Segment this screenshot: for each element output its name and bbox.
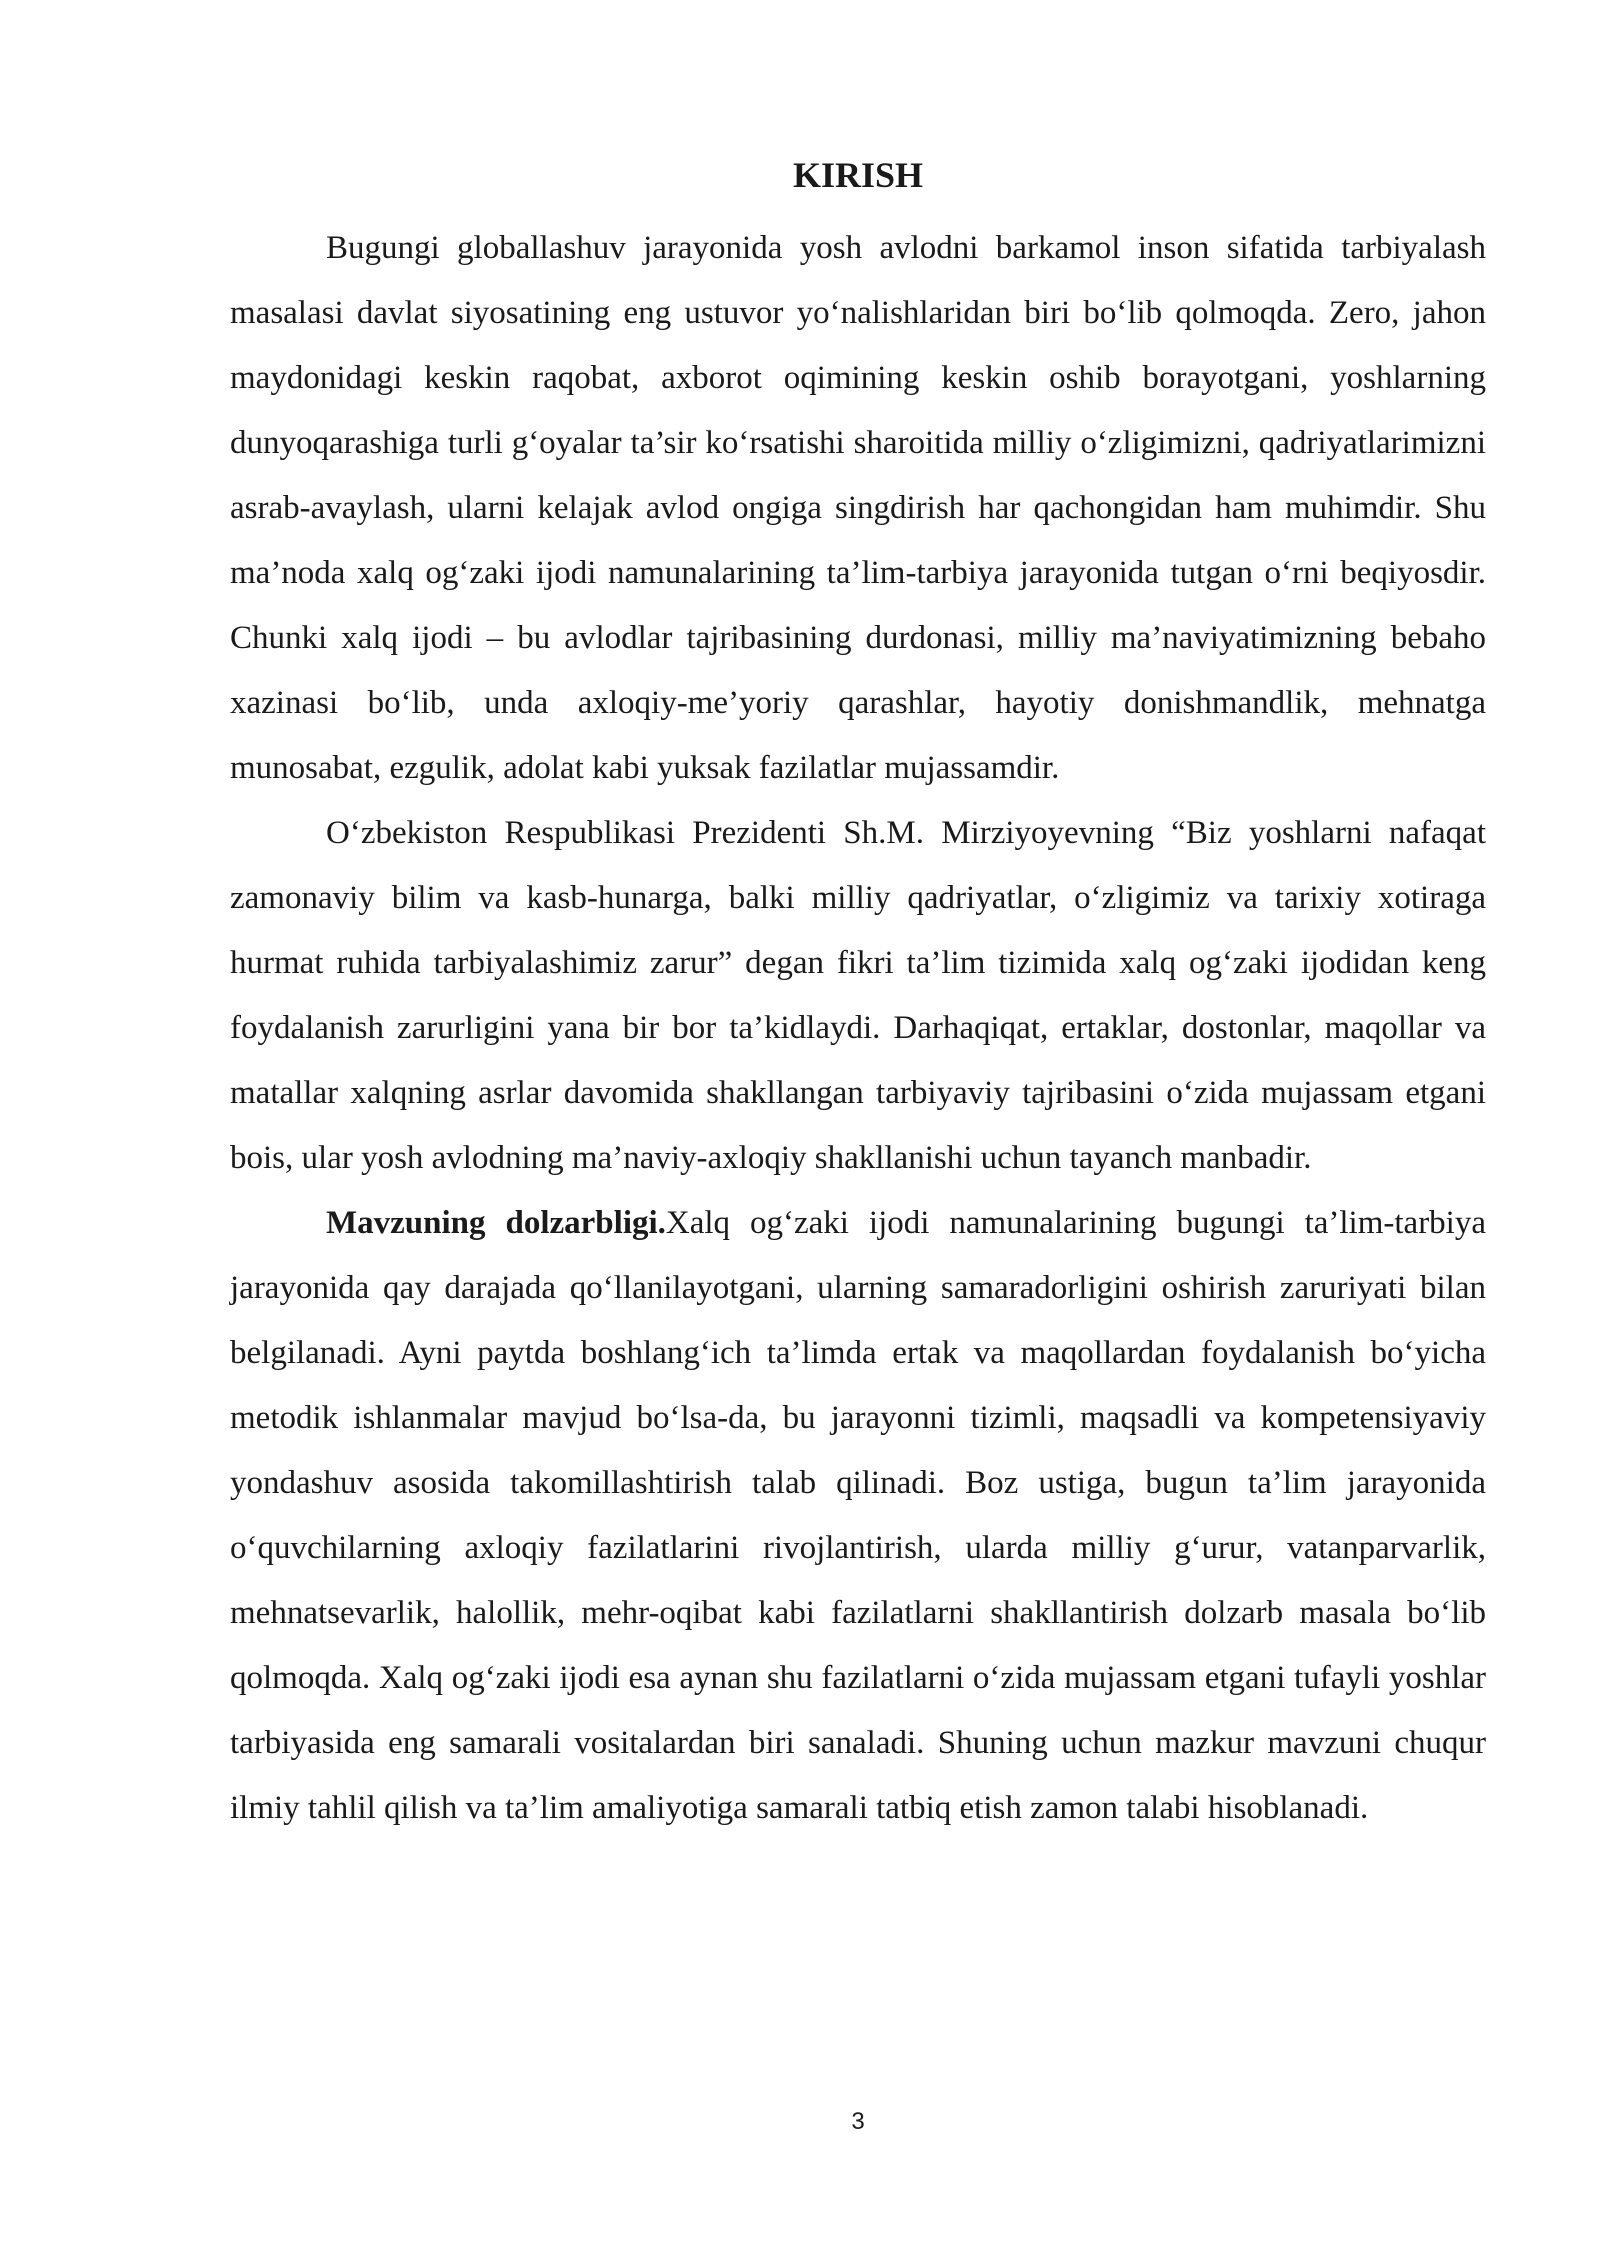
page-title: KIRISH xyxy=(792,155,924,195)
page-number: 3 xyxy=(851,2108,865,2135)
paragraph-president-quote xyxy=(230,801,1486,1191)
paragraph-topic-relevance xyxy=(230,1191,1486,1841)
document-body xyxy=(230,216,1486,1841)
paragraph-topic-relevance-text: Xalq og‘zaki ijodi namunalarining bugungi ta’lim-tarbiya jarayonida qay darajada qo‘llanilayotgani, ularning samaradorligini oshirish zaruriyati bilan belgilanadi. Ayni paytda boshlang‘ich ta’limda ertak va maqollardan foydalanish bo‘yicha metodik ishlanmalar mavjud bo‘lsa-da, bu jarayonni tizimli, maqsadli va kompetensiyaviy yondashuv asosida takomillashtirish talab qilinadi. Boz ustiga, bugun ta’lim jarayonida o‘quvchilarning axloqiy fazilatlarini rivojlantirish, ularda milliy g‘urur, vatanparvarlik, mehnatsevarlik, halollik, mehr-oqibat kabi fazilatlarni shakllantirish dolzarb masala bo‘lib qolmoqda. Xalq og‘zaki ijodi esa aynan shu fazilatlarni o‘zida mujassam etgani tufayli yoshlar tarbiyasida eng samarali vositalardan biri sanaladi. Shuning uchun mazkur mavzuni chuqur ilmiy tahlil qilish va ta’lim amaliyotiga samarali tatbiq etish zamon talabi hisoblanadi. xyxy=(230,1205,1486,1826)
paragraph-intro xyxy=(230,216,1486,801)
paragraph-intro-text: Bugungi globallashuv jarayonida yosh avlodni barkamol inson sifatida tarbiyalash masalasi davlat siyosatining eng ustuvor yo‘nalishlaridan biri bo‘lib qolmoqda. Zero, jahon maydonidagi keskin raqobat, axborot oqimining keskin oshib borayotgani, yoshlarning dunyoqarashiga turli g‘oyalar ta’sir ko‘rsatishi sharoitida milliy o‘zligimizni, qadriyatlarimizni asrab-avaylash, ularni kelajak avlod ongiga singdirish har qachongidan ham muhimdir. Shu ma’noda xalq og‘zaki ijodi namunalarining ta’lim-tarbiya jarayonida tutgan o‘rni beqiyosdir. Chunki xalq ijodi – bu avlodlar tajribasining durdonasi, milliy ma’naviyatimizning bebaho xazinasi bo‘lib, unda axloqiy-me’yoriy qarashlar, hayotiy donishmandlik, mehnatga munosabat, ezgulik, adolat kabi yuksak fazilatlar mujassamdir. xyxy=(230,230,1486,786)
paragraph-president-quote-text: O‘zbekiston Respublikasi Prezidenti Sh.M. Mirziyoyevning “Biz yoshlarni nafaqat zamonaviy bilim va kasb-hunarga, balki milliy qadriyatlar, o‘zligimiz va tarixiy xotiraga hurmat ruhida tarbiyalashimiz zarur” degan fikri ta’lim tizimida xalq og‘zaki ijodidan keng foydalanish zarurligini yana bir bor ta’kidlaydi. Darhaqiqat, ertaklar, dostonlar, maqollar va matallar xalqning asrlar davomida shakllangan tarbiyaviy tajribasini o‘zida mujassam etgani bois, ular yosh avlodning ma’naviy-axloqiy shakllanishi uchun tayanch manbadir. xyxy=(230,815,1486,1176)
paragraph-lead-heading: Mavzuning dolzarbligi. xyxy=(326,1205,666,1241)
